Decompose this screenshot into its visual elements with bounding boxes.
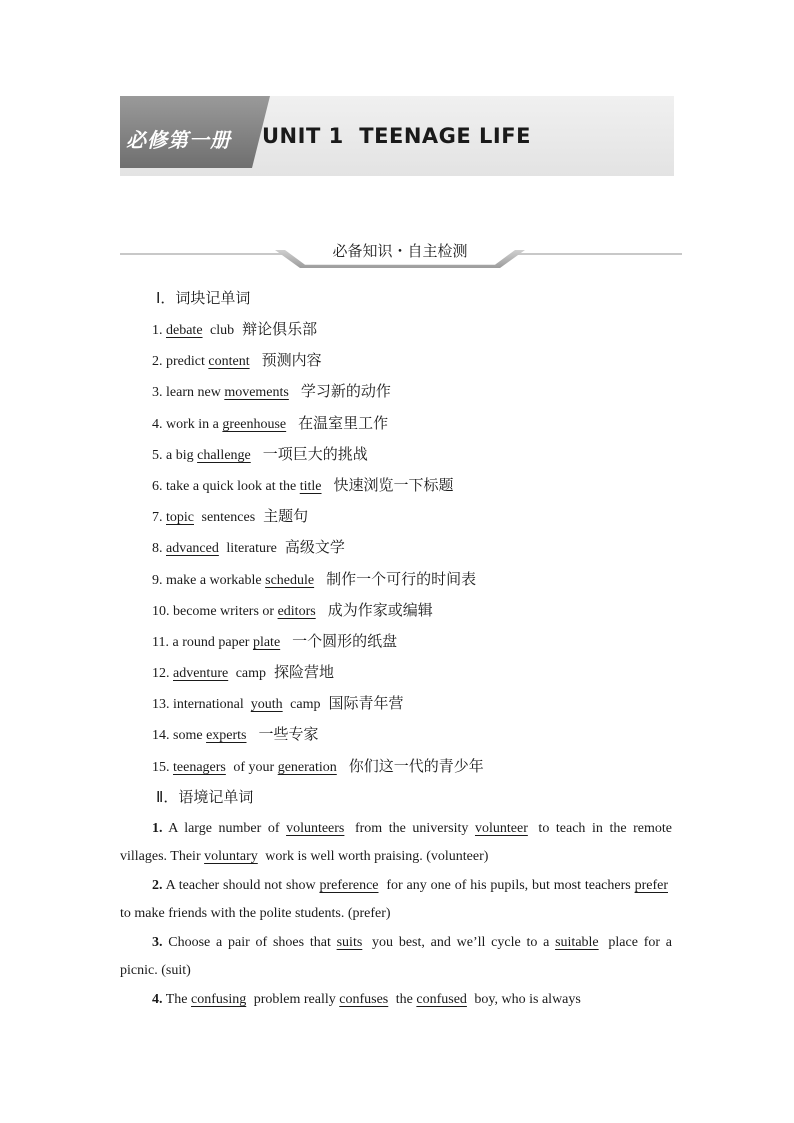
item-text: camp [232,666,267,682]
item-text: Choose a pair of shoes that [162,934,337,950]
list-item [120,378,672,409]
item-translation: 国际青年营 [328,694,404,713]
item-translation: 学习新的动作 [300,382,391,401]
item-number: 3. [152,934,163,950]
list-item [120,690,672,721]
item-text: camp [286,697,321,713]
answer-blank: editors [277,603,316,619]
list-item [120,597,672,628]
item-translation: 在温室里工作 [298,413,389,432]
item-text: a round paper [172,634,253,650]
answer-blank: suitable [555,934,599,950]
item-translation: 你们这一代的青少年 [348,756,484,775]
item-translation: 成为作家或编辑 [327,600,433,619]
list-item [120,566,672,597]
answer-blank: generation [277,759,337,775]
list-item [120,753,672,784]
item-translation: 一项巨大的挑战 [262,444,368,463]
item-number: 9. [152,572,163,588]
item-number: 1. [152,323,163,338]
answer-blank: volunteer [474,820,528,836]
item-text: learn new [166,385,225,401]
item-text: A large number of [162,820,287,836]
answer-blank: greenhouse [222,416,287,432]
item-text: for any one of his pupils, but most teachers [382,877,635,893]
item-text: sentences [198,510,256,526]
item-text: the [392,991,417,1007]
answer-blank: advanced [166,541,219,557]
item-number: 6. [152,478,163,494]
item-number: 4. [152,991,163,1007]
list-item [120,659,672,690]
list-item [120,534,672,565]
item-number: 10. [152,603,170,619]
part2-list [120,815,672,1014]
item-text: make a workable [166,572,266,588]
exercise-paragraph [120,929,672,985]
item-text: a big [166,447,198,463]
item-text: become writers or [173,603,278,619]
item-text: you best, and we’ll cycle to a [366,934,556,950]
answer-blank: title [299,478,322,494]
item-text: problem really [250,991,340,1007]
answer-blank: topic [166,510,194,526]
item-text: take a quick look at the [166,478,300,494]
item-number: 5. [152,447,163,463]
answer-blank: suits [336,934,363,950]
item-number: 3. [152,385,163,401]
answer-blank: plate [252,634,281,650]
list-item [120,441,672,472]
item-translation: 一个圆形的纸盘 [292,631,398,650]
worksheet-content [120,285,672,1015]
answer-blank: confused [416,991,467,1007]
item-number: 11. [152,634,169,650]
unit-banner [120,96,674,176]
answer-blank: content [208,354,250,370]
exercise-paragraph [120,872,672,928]
item-translation: 制作一个可行的时间表 [326,569,477,588]
answer-blank: teenagers [173,759,226,775]
item-translation: 主题句 [263,507,309,526]
item-text: place for a picnic. (suit) [120,934,673,978]
list-item [120,721,672,752]
item-text: club [206,323,235,338]
item-translation: 快速浏览一下标题 [333,475,454,494]
answer-blank: experts [206,728,247,744]
item-number: 14. [152,728,170,744]
item-text: some [173,728,207,744]
unit-title: UNIT 1 TEENAGE LIFE [262,124,531,148]
item-number: 2. [152,877,163,893]
item-number: 8. [152,541,163,557]
answer-blank: adventure [173,666,229,682]
item-translation: 一些专家 [258,725,319,744]
section-title: 必备知识・自主检测 [332,242,468,260]
item-text: The [162,991,192,1007]
answer-blank: prefer [634,877,668,893]
answer-blank: youth [250,697,283,713]
answer-blank: debate [166,323,203,338]
item-text: work is well worth praising. (volunteer) [261,848,489,864]
list-item [120,316,672,347]
item-text: of your [229,759,278,775]
answer-blank: confuses [339,991,389,1007]
item-text: predict [166,354,209,370]
answer-blank: preference [319,877,379,893]
item-translation: 预测内容 [261,351,322,370]
item-text: work in a [166,416,223,432]
answer-blank: schedule [265,572,315,588]
item-text: A teacher should not show [162,877,320,893]
item-number: 7. [152,510,163,526]
item-number: 1. [152,820,163,836]
item-text: international [173,697,251,713]
item-number: 12. [152,666,170,682]
item-number: 13. [152,697,170,713]
answer-blank: voluntary [204,848,258,864]
exercise-paragraph [120,986,672,1014]
answer-blank: volunteers [286,820,345,836]
item-text: from the university [348,820,475,836]
item-number: 2. [152,354,163,370]
item-translation: 高级文学 [284,538,345,557]
answer-blank: confusing [191,991,247,1007]
list-item [120,410,672,441]
list-item [120,628,672,659]
item-text: to teach in the remote villages. Their [120,820,672,864]
exercise-paragraph [120,815,672,871]
answer-blank: movements [224,385,289,401]
item-number: 4. [152,416,163,432]
list-item [120,503,672,534]
part1-list [120,316,672,784]
item-text: to make friends with the polite students. (prefer) [120,905,391,921]
book-label: 必修第一册 [126,128,231,152]
item-translation: 探险营地 [274,663,335,682]
list-item [120,472,672,503]
item-translation: 辩论俱乐部 [242,320,318,338]
item-number: 15. [152,759,170,775]
answer-blank: challenge [197,447,251,463]
item-text: literature [222,541,277,557]
part2-title: Ⅱ．语境记单词 [156,787,254,806]
part1-title: Ⅰ．词块记单词 [156,289,251,307]
item-text: boy, who is always [470,991,581,1007]
list-item [120,347,672,378]
